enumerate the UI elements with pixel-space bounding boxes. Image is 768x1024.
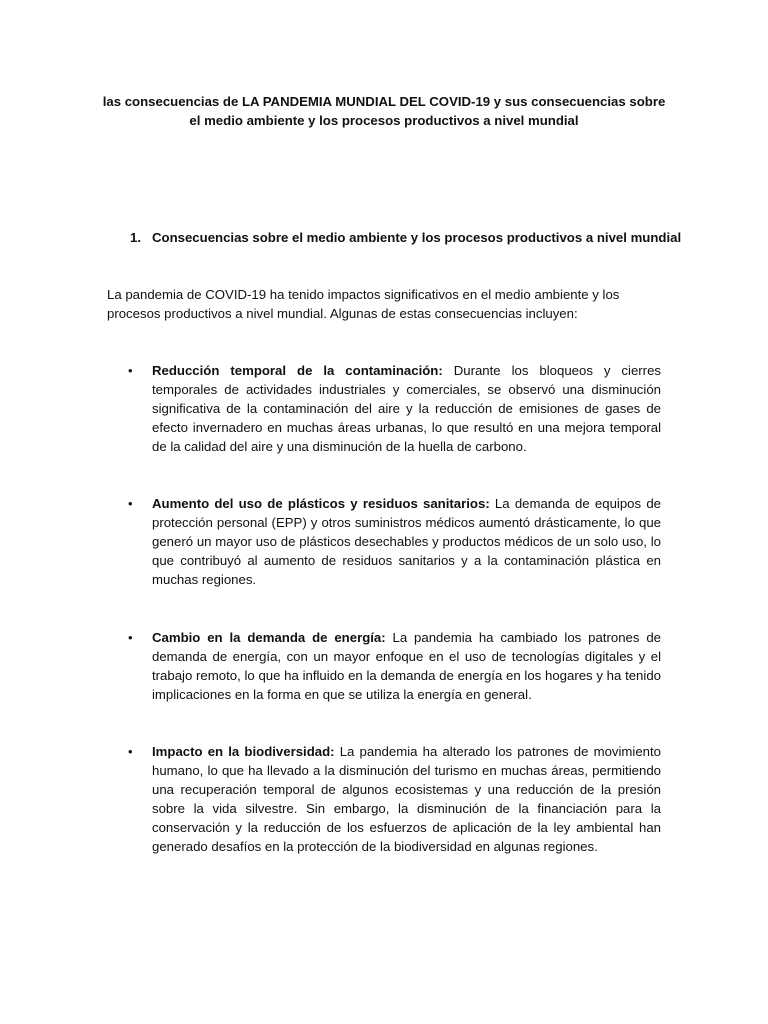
bullet-item (128, 628, 661, 704)
document-title: las consecuencias de LA PANDEMIA MUNDIAL DEL COVID-19 y sus consecuencias sobre el medio ambiente y los procesos productivos a nivel mundial (102, 94, 666, 128)
bullet-term: Reducción temporal de la contaminación: (152, 363, 443, 378)
bullet-item (128, 361, 661, 456)
bullet-item (128, 494, 661, 589)
bullet-text: Durante los bloqueos y cierres temporales de actividades industriales y comerciales, se observó una disminución significativa de la contaminación del aire y la reducción de emisiones de gases de efecto invernadero en muchas áreas urbanas, lo que resultó en una mejora temporal de la calidad del aire y una disminución de la huella de carbono. (152, 363, 661, 454)
bullet-text: La demanda de equipos de protección personal (EPP) y otros suministros médicos aumentó drásticamente, lo que generó un mayor uso de plásticos desechables y productos médicos de un solo uso, lo que contribuyó al aumento de residuos sanitarios y a la contaminación plástica en muchas regiones. (152, 496, 661, 587)
section-heading (130, 228, 681, 247)
bullet-term: Cambio en la demanda de energía: (152, 630, 386, 645)
bullet-icon: • (128, 630, 133, 645)
intro-paragraph: La pandemia de COVID-19 ha tenido impactos significativos en el medio ambiente y los procesos productivos a nivel mundial. Algunas de estas consecuencias incluyen: (107, 287, 620, 321)
bullet-term: Impacto en la biodiversidad: (152, 744, 335, 759)
section-number: 1. (130, 230, 141, 245)
bullet-item (128, 742, 662, 856)
bullet-icon: • (128, 744, 133, 759)
bullet-icon: • (128, 363, 133, 378)
bullet-icon: • (128, 496, 133, 511)
section-heading-text: Consecuencias sobre el medio ambiente y los procesos productivos a nivel mundial (152, 230, 682, 245)
bullet-term: Aumento del uso de plásticos y residuos sanitarios: (152, 496, 490, 511)
bullet-text: La pandemia ha cambiado los patrones de demanda de energía, con un mayor enfoque en el uso de tecnologías digitales y el trabajo remoto, lo que ha influido en la demanda de energía en los hogares y ha tenido implicaciones en la forma en que se utiliza la energía en general. (152, 630, 661, 702)
bullet-text: La pandemia ha alterado los patrones de movimiento humano, lo que ha llevado a la disminución del turismo en muchas áreas, permitiendo una recuperación temporal de algunos ecosistemas y una reducción de la presión sobre la vida silvestre. Sin embargo, la disminución de la financiación para la conservación y la reducción de los esfuerzos de aplicación de la ley ambiental han generado desafíos en la protección de la biodiversidad en algunas regiones. (152, 744, 662, 854)
